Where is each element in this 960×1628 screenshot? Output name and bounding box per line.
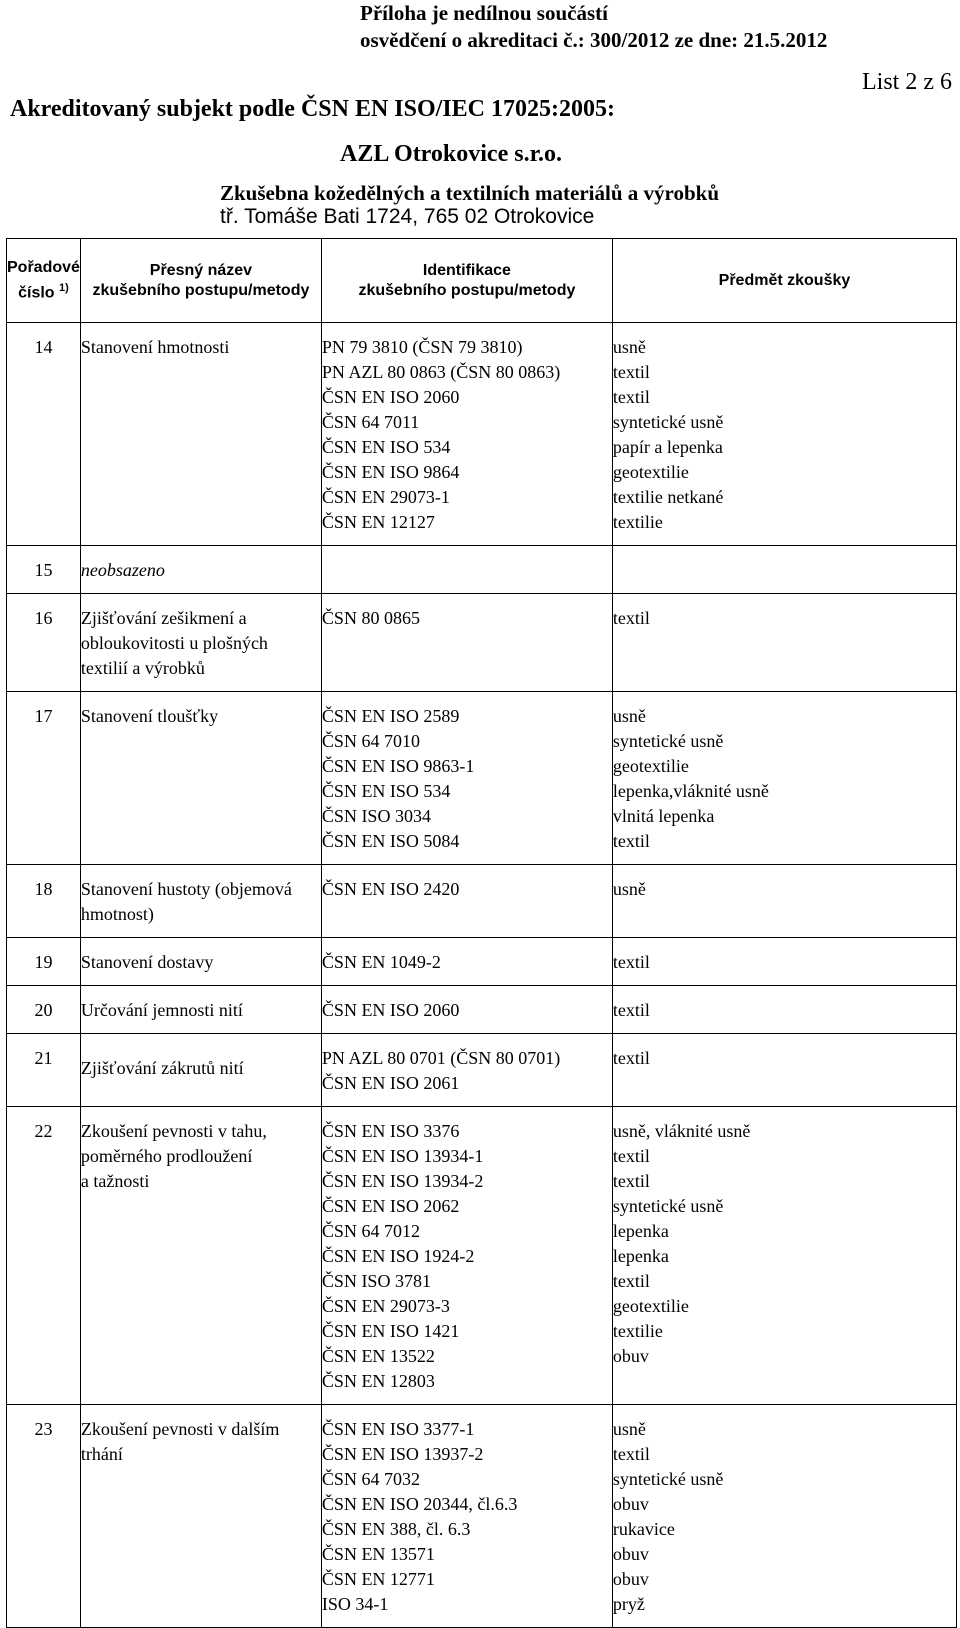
test-subject-line: obuv [612, 1346, 649, 1366]
row-number-cell [7, 594, 81, 692]
method-identification-line: ČSN 64 7032 [321, 1469, 420, 1489]
row-number-cell [7, 1034, 81, 1107]
method-identification-line: ČSN EN ISO 2589 [321, 706, 460, 726]
method-name-line: Stanovení dostavy [80, 952, 214, 972]
method-identification-line: ČSN EN ISO 13934-1 [321, 1146, 484, 1166]
ident-label-line1: Identifikace [422, 261, 511, 279]
test-subject-line: textilie netkané [612, 487, 724, 507]
order-label-line2: číslo [18, 284, 55, 302]
method-identification-line: ČSN EN ISO 2060 [321, 387, 460, 407]
test-subject-line: textilie [612, 512, 663, 532]
column-header-identification [321, 239, 612, 323]
test-subject-line: textil [612, 1000, 650, 1020]
test-subject-line: usně [612, 706, 646, 726]
table-row [7, 986, 957, 1034]
laboratory-address: tř. Tomáše Bati 1724, 765 02 Otrokovice [220, 205, 595, 228]
method-name-line: Zjišťování zešikmení a [80, 608, 247, 628]
method-identification-line: ČSN 64 7012 [321, 1221, 420, 1241]
row-number: 17 [34, 706, 53, 726]
method-identification-line: ČSN EN ISO 534 [321, 781, 451, 801]
method-identification-cell [321, 323, 612, 546]
method-identification-line: ČSN EN 12771 [321, 1569, 435, 1589]
row-number: 15 [34, 560, 53, 580]
table-row [7, 323, 957, 546]
method-identification-line: ČSN EN ISO 2061 [321, 1073, 460, 1093]
method-identification-line: ČSN 64 7010 [321, 731, 420, 751]
ident-label-line2: zkušebního postupu/metody [358, 281, 576, 299]
test-subject-cell [612, 1034, 956, 1107]
method-identification-line: ČSN EN 13571 [321, 1544, 435, 1564]
method-identification-line: ČSN EN ISO 13937-2 [321, 1444, 484, 1464]
test-subject-line: geotextilie [612, 756, 689, 776]
column-header-name [80, 239, 321, 323]
method-identification-line: ČSN EN ISO 9864 [321, 462, 460, 482]
table-row [7, 692, 957, 865]
method-identification-line: ČSN EN ISO 2420 [321, 879, 460, 899]
method-name-line: trhání [80, 1444, 123, 1464]
method-name-cell [80, 1405, 321, 1628]
method-identification-line: ČSN EN ISO 9863-1 [321, 756, 475, 776]
method-name-cell [80, 594, 321, 692]
test-subject-line: syntetické usně [612, 1196, 724, 1216]
method-name-line: Zkoušení pevnosti v tahu, [80, 1121, 267, 1141]
method-identification-line: ČSN EN 29073-3 [321, 1296, 450, 1316]
test-subject-line: geotextilie [612, 1296, 689, 1316]
table-row [7, 1034, 957, 1107]
row-number: 22 [34, 1121, 53, 1141]
test-subject-line: textil [612, 1171, 650, 1191]
test-subject-line: obuv [612, 1494, 649, 1514]
method-identification-cell [321, 1034, 612, 1107]
test-subject-line: vlnitá lepenka [612, 806, 715, 826]
test-subject-cell [612, 865, 956, 938]
test-subject-line: textil [612, 1271, 650, 1291]
test-subject-line: textil [612, 387, 650, 407]
name-label-line1: Přesný název [149, 261, 253, 279]
method-identification-line: ČSN ISO 3781 [321, 1271, 431, 1291]
order-label-line1: Pořadové [7, 258, 80, 276]
method-name-line: hmotnost) [80, 904, 154, 924]
method-identification-cell [321, 1107, 612, 1405]
appendix-line-1: Příloha je nedílnou součástí [360, 1, 608, 25]
name-label-line2: zkušebního postupu/metody [92, 281, 310, 299]
laboratory-name: Zkušebna kožedělných a textilních materiálů a výrobků [220, 181, 719, 205]
row-number-cell [7, 938, 81, 986]
row-number: 16 [34, 608, 53, 628]
method-identification-line: PN 79 3810 (ČSN 79 3810) [321, 337, 523, 357]
table-header-row [7, 239, 957, 323]
test-subject-cell [612, 692, 956, 865]
test-subject-line: textil [612, 608, 650, 628]
method-name-cell [80, 986, 321, 1034]
test-subject-line: textil [612, 952, 650, 972]
method-identification-line: ČSN EN 29073-1 [321, 487, 450, 507]
method-name-cell [80, 938, 321, 986]
organization-name: AZL Otrokovice s.r.o. [340, 141, 563, 167]
test-methods-table [6, 238, 957, 1628]
method-identification-cell [321, 1405, 612, 1628]
test-subject-cell [612, 546, 956, 594]
method-name-line: Určování jemnosti nití [80, 1000, 243, 1020]
test-subject-line: lepenka [612, 1246, 669, 1266]
method-identification-line: ČSN EN ISO 2060 [321, 1000, 460, 1020]
row-number: 23 [34, 1419, 53, 1439]
table-row [7, 1107, 957, 1405]
test-subject-line: textilie [612, 1321, 663, 1341]
test-subject-line: lepenka,vláknité usně [612, 781, 769, 801]
method-identification-line: ČSN EN 1049-2 [321, 952, 441, 972]
method-name-line: Zkoušení pevnosti v dalším [80, 1419, 280, 1439]
method-identification-line: ČSN EN ISO 2062 [321, 1196, 460, 1216]
row-number-cell [7, 1107, 81, 1405]
test-subject-cell [612, 938, 956, 986]
test-subject-line: pryž [612, 1594, 645, 1614]
row-number-cell [7, 865, 81, 938]
test-subject-cell [612, 1405, 956, 1628]
method-identification-line: ČSN EN 12803 [321, 1371, 435, 1391]
row-number-cell [7, 546, 81, 594]
accredited-subject: Akreditovaný subjekt podle ČSN EN ISO/IEC 17025:2005: [10, 96, 615, 122]
method-identification-line: PN AZL 80 0863 (ČSN 80 0863) [321, 362, 561, 382]
method-name-cell [80, 1107, 321, 1405]
method-identification-line: ČSN EN ISO 1421 [321, 1321, 460, 1341]
method-name-line: poměrného prodloužení [80, 1146, 253, 1166]
method-name-line: textilií a výrobků [80, 658, 205, 678]
method-identification-line: ČSN ISO 3034 [321, 806, 431, 826]
method-name-line: Stanovení hustoty (objemová [80, 879, 292, 899]
test-subject-cell [612, 1107, 956, 1405]
test-subject-line: lepenka [612, 1221, 669, 1241]
method-identification-cell [321, 692, 612, 865]
method-name-cell [80, 692, 321, 865]
method-identification-cell [321, 865, 612, 938]
row-number: 20 [34, 1000, 53, 1020]
method-name-line: obloukovitosti u plošných [80, 633, 268, 653]
method-identification-line: PN AZL 80 0701 (ČSN 80 0701) [321, 1048, 561, 1068]
method-identification-cell [321, 594, 612, 692]
test-subject-line: syntetické usně [612, 731, 724, 751]
row-number: 18 [34, 879, 53, 899]
test-subject-line: textil [612, 831, 650, 851]
method-name-line: Stanovení hmotnosti [80, 337, 230, 357]
method-identification-cell [321, 546, 612, 594]
method-identification-line: ČSN EN 13522 [321, 1346, 435, 1366]
test-subject-line: rukavice [612, 1519, 675, 1539]
table-row [7, 546, 957, 594]
test-subject-line: usně [612, 337, 646, 357]
table-row [7, 594, 957, 692]
row-number: 14 [34, 337, 53, 357]
method-name-cell [80, 323, 321, 546]
method-name-cell [80, 865, 321, 938]
test-subject-cell [612, 986, 956, 1034]
method-identification-line: ČSN EN 12127 [321, 512, 435, 532]
appendix-line-2: osvědčení o akreditaci č.: 300/2012 ze dne: 21.5.2012 [360, 28, 828, 52]
test-subject-line: obuv [612, 1569, 649, 1589]
method-identification-line: ČSN EN ISO 20344, čl.6.3 [321, 1494, 518, 1514]
page-number: List 2 z 6 [862, 69, 952, 95]
order-footnote-marker: 1) [59, 281, 69, 294]
test-subject-line: textil [612, 1444, 650, 1464]
test-subject-line: usně [612, 879, 646, 899]
method-identification-line: ČSN EN ISO 5084 [321, 831, 460, 851]
row-number: 19 [34, 952, 53, 972]
row-number-cell [7, 323, 81, 546]
method-identification-cell [321, 938, 612, 986]
method-identification-line: ČSN EN 388, čl. 6.3 [321, 1519, 471, 1539]
test-subject-line: textil [612, 1146, 650, 1166]
row-number: 21 [34, 1048, 53, 1068]
method-name-line: neobsazeno [80, 560, 165, 580]
page-header [0, 0, 960, 238]
test-subject-line: obuv [612, 1544, 649, 1564]
method-identification-line: ČSN EN ISO 534 [321, 437, 451, 457]
method-identification-line: ČSN EN ISO 13934-2 [321, 1171, 484, 1191]
table-row [7, 938, 957, 986]
method-name-line: Zjišťování zákrutů nití [80, 1058, 244, 1078]
row-number-cell [7, 692, 81, 865]
test-subject-line: textil [612, 1048, 650, 1068]
table-row [7, 865, 957, 938]
test-subject-line: geotextilie [612, 462, 689, 482]
appendix-note [360, 0, 827, 54]
method-identification-line: ČSN EN ISO 1924-2 [321, 1246, 475, 1266]
method-identification-line: ČSN EN ISO 3377-1 [321, 1419, 475, 1439]
method-name-cell [80, 1034, 321, 1107]
method-identification-line: ISO 34-1 [321, 1594, 389, 1614]
test-subject-line: syntetické usně [612, 412, 724, 432]
method-name-line: Stanovení tloušťky [80, 706, 219, 726]
column-header-order [7, 239, 81, 323]
test-subject-line: syntetické usně [612, 1469, 724, 1489]
row-number-cell [7, 1405, 81, 1628]
test-subject-line: textil [612, 362, 650, 382]
method-name-line: a tažnosti [80, 1171, 150, 1191]
method-identification-line: ČSN EN ISO 3376 [321, 1121, 460, 1141]
method-identification-cell [321, 986, 612, 1034]
row-number-cell [7, 986, 81, 1034]
method-identification-line: ČSN 64 7011 [321, 412, 420, 432]
method-identification-line: ČSN 80 0865 [321, 608, 420, 628]
column-header-subject: Předmět zkoušky [612, 239, 956, 323]
test-subject-cell [612, 323, 956, 546]
table-row [7, 1405, 957, 1628]
test-subject-line: papír a lepenka [612, 437, 723, 457]
test-subject-line: usně, vláknité usně [612, 1121, 751, 1141]
test-subject-cell [612, 594, 956, 692]
test-subject-line: usně [612, 1419, 646, 1439]
method-name-cell [80, 546, 321, 594]
